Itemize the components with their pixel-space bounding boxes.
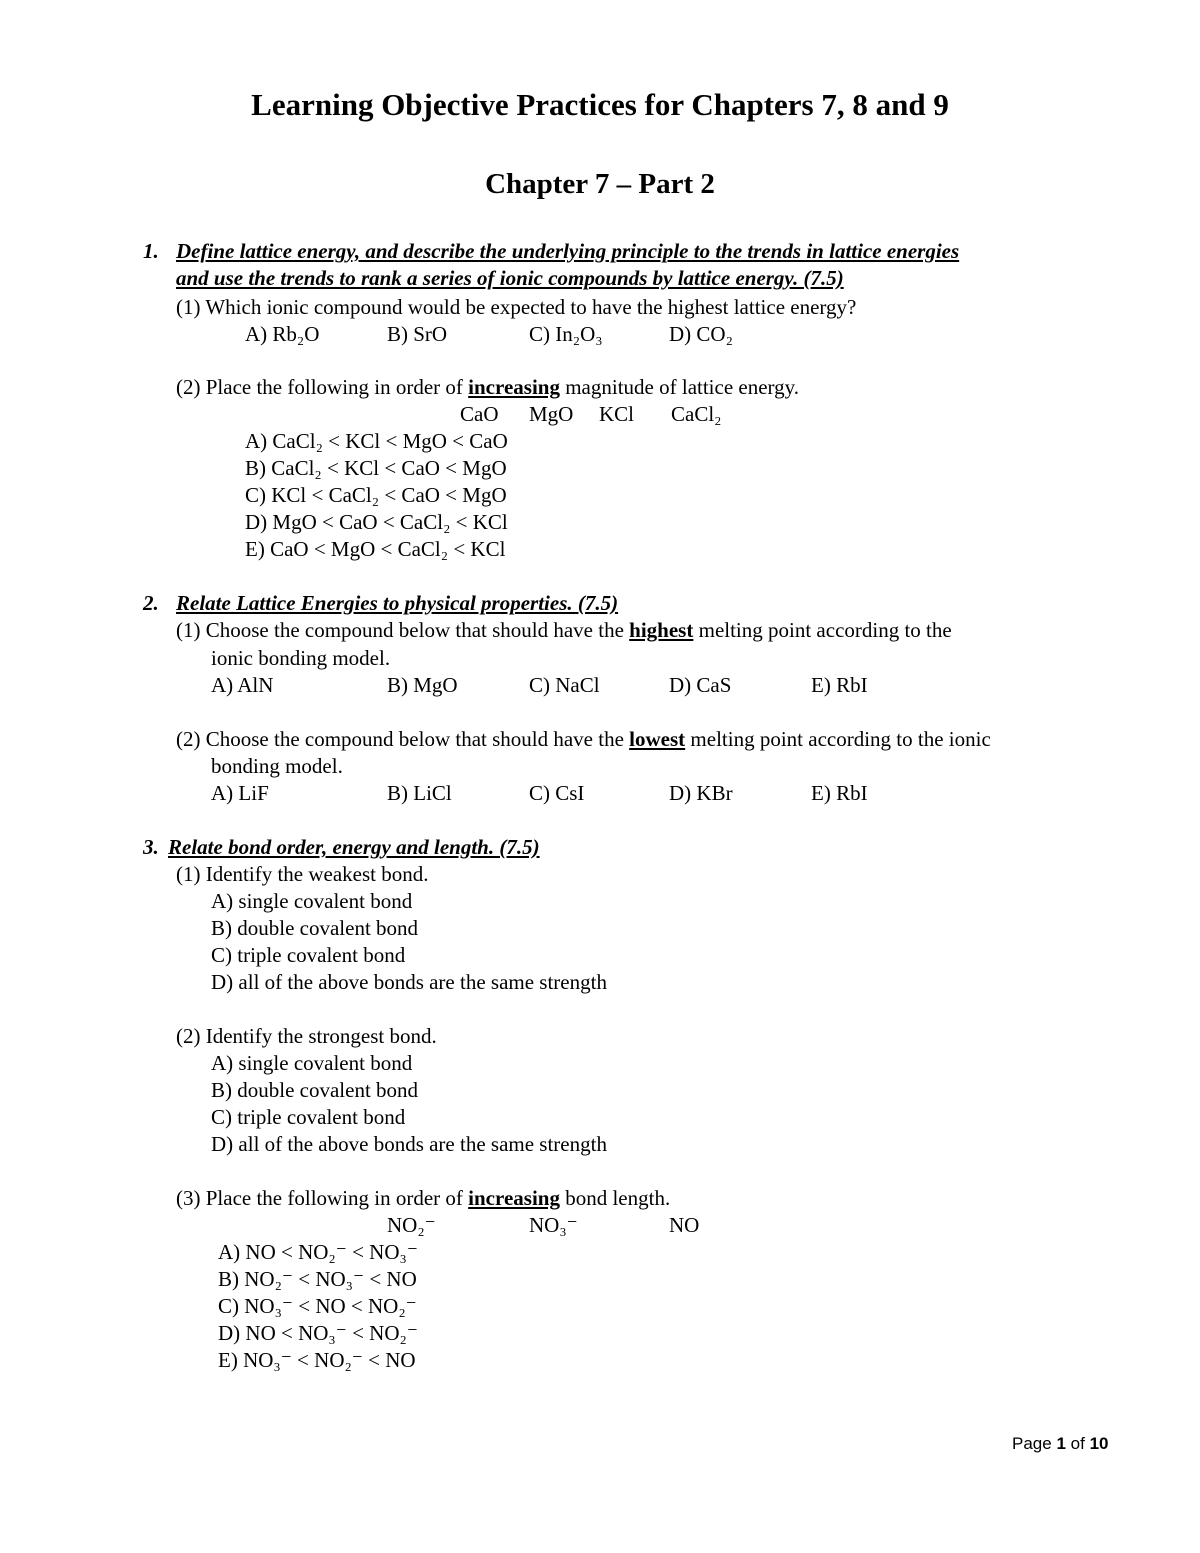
answer-option: A) single covalent bond	[211, 1051, 413, 1075]
answer-option: C) NO₃⁻ < NO < NO₂⁻	[218, 1294, 417, 1318]
learning-objective: Define lattice energy, and describe the underlying principle to the trends in lattice energies	[176, 239, 960, 263]
answer-option: C) KCl < CaCl₂ < CaO < MgO	[245, 483, 507, 507]
species-item: NO	[669, 1213, 700, 1237]
page-title: Learning Objective Practices for Chapters 7, 8 and 9	[251, 87, 949, 122]
question-text: (2) Place the following in order of increasing magnitude of lattice energy.	[176, 375, 800, 399]
question-text: (1) Choose the compound below that should have the highest melting point according to the	[176, 618, 952, 642]
chapter-heading: Chapter 7 – Part 2	[485, 168, 715, 200]
question-text: (2) Choose the compound below that should have the lowest melting point according to the ionic	[176, 727, 991, 751]
answer-option: B) NO₂⁻ < NO₃⁻ < NO	[218, 1267, 417, 1291]
answer-option: E) RbI	[811, 673, 868, 697]
question-text: bonding model.	[211, 754, 343, 778]
compound-item: MgO	[529, 402, 574, 426]
emphasis-word: lowest	[629, 727, 686, 751]
emphasis-word: increasing	[468, 375, 560, 399]
answer-option: B) LiCl	[387, 781, 452, 805]
answer-option: A) AlN	[211, 673, 274, 697]
answer-option: C) NaCl	[529, 673, 600, 697]
answer-option: D) all of the above bonds are the same strength	[211, 1132, 607, 1156]
species-item: NO₃⁻	[529, 1213, 578, 1237]
question-number: 2.	[143, 591, 159, 615]
compound-item: CaO	[460, 402, 499, 426]
answer-option: A) Rb₂O	[245, 322, 320, 346]
compound-item: CaCl₂	[671, 402, 722, 426]
species-item: NO₂⁻	[387, 1213, 436, 1237]
answer-option: B) double covalent bond	[211, 1078, 419, 1102]
question-text: ionic bonding model.	[211, 646, 391, 670]
answer-option: E) NO₃⁻ < NO₂⁻ < NO	[218, 1348, 416, 1372]
answer-option: E) RbI	[811, 781, 868, 805]
page-number: Page 1 of 10	[1012, 1434, 1109, 1453]
answer-option: D) CaS	[669, 673, 732, 697]
answer-option: B) CaCl₂ < KCl < CaO < MgO	[245, 456, 507, 480]
answer-option: D) NO < NO₃⁻ < NO₂⁻	[218, 1321, 418, 1345]
answer-option: A) LiF	[211, 781, 269, 805]
answer-option: C) triple covalent bond	[211, 943, 406, 967]
answer-option: E) CaO < MgO < CaCl₂ < KCl	[245, 537, 506, 561]
question-text: (3) Place the following in order of increasing bond length.	[176, 1186, 671, 1210]
answer-option: D) CO₂	[669, 322, 733, 346]
answer-option: D) KBr	[669, 781, 733, 805]
learning-objective: and use the trends to rank a series of ionic compounds by lattice energy. (7.5)	[176, 266, 844, 290]
question-number: 1.	[143, 239, 159, 263]
question-number: 3.	[143, 835, 159, 859]
learning-objective: Relate Lattice Energies to physical properties. (7.5)	[176, 591, 619, 615]
answer-option: C) triple covalent bond	[211, 1105, 406, 1129]
learning-objective: Relate bond order, energy and length. (7.5)	[168, 835, 540, 859]
answer-option: C) CsI	[529, 781, 585, 805]
answer-option: D) all of the above bonds are the same strength	[211, 970, 607, 994]
answer-option: D) MgO < CaO < CaCl₂ < KCl	[245, 510, 508, 534]
emphasis-word: highest	[629, 618, 694, 642]
answer-option: C) In₂O₃	[529, 322, 603, 346]
answer-option: A) single covalent bond	[211, 889, 413, 913]
question-text: (1) Identify the weakest bond.	[176, 862, 429, 886]
emphasis-word: increasing	[468, 1186, 560, 1210]
answer-option: A) CaCl₂ < KCl < MgO < CaO	[245, 429, 508, 453]
answer-option: B) SrO	[387, 322, 448, 346]
compound-item: KCl	[599, 402, 635, 426]
answer-option: A) NO < NO₂⁻ < NO₃⁻	[218, 1240, 418, 1264]
answer-option: B) MgO	[387, 673, 458, 697]
answer-option: B) double covalent bond	[211, 916, 419, 940]
question-text: (2) Identify the strongest bond.	[176, 1024, 437, 1048]
question-text: (1) Which ionic compound would be expected to have the highest lattice energy?	[176, 295, 857, 319]
